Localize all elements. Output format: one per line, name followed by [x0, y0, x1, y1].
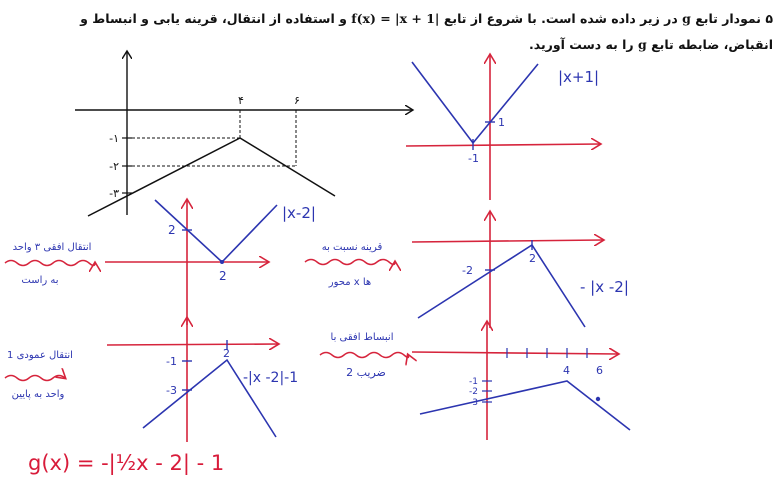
- step3-label: - |x -2|: [580, 278, 629, 296]
- step5-tick-x-6: 6: [596, 364, 603, 377]
- step3-abs-curve: [418, 245, 585, 327]
- step4-note-line2: واحد به پایین: [11, 389, 65, 400]
- step4-tick-x: 2: [223, 347, 230, 360]
- step1-abs-curve: [412, 62, 538, 143]
- step2-note-line2: به راست: [21, 275, 59, 286]
- step2-label: |x-2|: [282, 204, 316, 222]
- step1-x-axis: [406, 144, 600, 146]
- given-tick-y-2: -۲: [109, 160, 119, 173]
- step5-point: [596, 397, 600, 401]
- step3-note-line2: محور x ها: [328, 277, 372, 288]
- step4-tick-y-1: -1: [166, 355, 177, 368]
- step5-tick-y-3: -3: [469, 398, 478, 408]
- question-g2: g: [638, 37, 647, 52]
- final-answer: g(x) = -|½x - 2| - 1: [28, 451, 225, 475]
- step2-note-line1: انتقال افقی ۳ واحد: [12, 242, 92, 253]
- step2-graph: [5, 200, 316, 325]
- step4-tick-y-3: -3: [166, 384, 177, 397]
- step4-x-axis: [107, 344, 278, 345]
- given-graph: [75, 52, 412, 216]
- step1-graph: [406, 55, 600, 200]
- given-tick-y-3: -۳: [109, 187, 119, 200]
- step4-graph: [5, 318, 298, 442]
- given-tick-x-4: ۴: [238, 94, 244, 107]
- step1-label: |x+1|: [558, 68, 600, 86]
- given-tick-x-6: ۶: [294, 94, 300, 107]
- step5-wavy-arrow: [320, 353, 409, 358]
- step3-note-line1: قرینه نسبت به: [321, 242, 383, 253]
- step3-wavy-arrow: [305, 260, 395, 265]
- step3-x-axis: [412, 240, 603, 242]
- step2-tick-y: 2: [168, 223, 176, 237]
- question-part4: را به دست آورید.: [528, 37, 634, 52]
- step5-graph: [320, 322, 630, 440]
- question-g: g: [682, 11, 691, 26]
- step4-note-line1: انتقال عمودی 1: [7, 350, 73, 361]
- question-part3: و استفاده از انتقال، قرینه یابی و انبساط و انقباض، ضابطه تابع: [80, 11, 773, 52]
- step5-tick-x-4: 4: [563, 364, 570, 377]
- question-number: ۵: [765, 11, 773, 26]
- step5-note-line1: انبساط افقی با: [330, 332, 394, 343]
- step3-graph: [305, 212, 629, 328]
- step5-g-curve: [420, 381, 630, 430]
- step5-tick-y-1: -1: [469, 377, 478, 387]
- step4-label: -|x -2|-1: [243, 370, 299, 386]
- question-part1: نمودار تابع: [695, 11, 761, 26]
- step4-wavy-arrow: [5, 376, 65, 381]
- step3-tick-x: 2: [529, 252, 536, 265]
- step5-note-line2: ضریب 2: [346, 366, 386, 379]
- step2-tick-x: 2: [219, 269, 227, 283]
- step5-tick-y-2: -2: [469, 387, 478, 397]
- question-formula: f(x) = |x + 1|: [351, 11, 440, 26]
- question-part2: در زیر داده شده است. با شروع از تابع: [443, 11, 678, 26]
- step1-tick-y: 1: [498, 116, 505, 129]
- step2-wavy-arrow: [5, 261, 95, 266]
- step1-tick-x: -1: [468, 152, 479, 165]
- given-tick-y-1: -۱: [109, 132, 119, 145]
- step3-tick-y: -2: [462, 264, 473, 277]
